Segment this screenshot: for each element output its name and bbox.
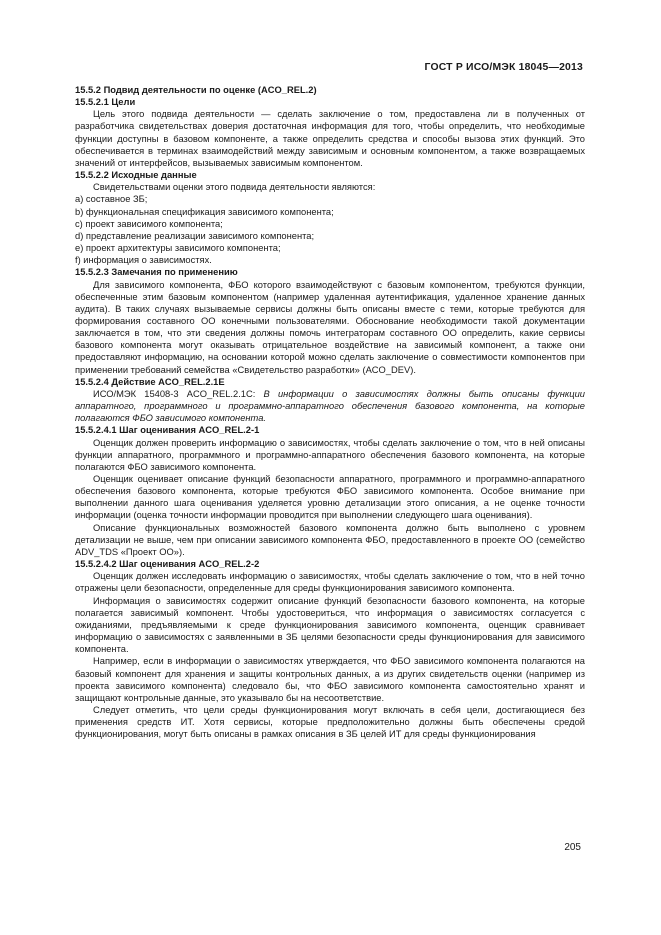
paragraph: Например, если в информации о зависимостях утверждается, что ФБО зависимого компонента полагаются на базовый компонент для хранения и защиты контрольных данных, а из других свидетельств оценки (например из проекта зависимого компонента) следовало бы, что ФБО зависимого компонента самостоятельно хранят и защищают контрольные данные, это указывало бы на несоответствие. [75, 656, 585, 703]
document-header: ГОСТ Р ИСО/МЭК 18045—2013 [424, 62, 583, 73]
paragraph: Описание функциональных возможностей базового компонента должно быть выполнено с уровнем детализации не выше, чем при описании зависимого компонента ФБО, предоставленного в проекте ОО (семейство ADV_TDS «Проект ОО»). [75, 522, 585, 557]
requirement-paragraph [75, 388, 585, 424]
paragraph: Свидетельствами оценки этого подвида деятельности являются: [93, 182, 376, 193]
section-heading: 15.5.2.4.1 Шаг оценивания ACO_REL.2-1 [75, 425, 260, 436]
list-item: c) проект зависимого компонента; [75, 218, 223, 229]
paragraph: Цель этого подвида деятельности — сделать заключение о том, предоставлена ли в полученных от разработчика свидетельствах доверия достаточная информация для того, чтобы определить, что необходимые функции доступны в базовом компоненте, а также определить средства и способы вызова этих функций. Это обеспечивается в терминах взаимодействий между зависимым и основным компонентом, а также возвращаемых значений от интерфейсов, вызываемых зависимым компонентом. [75, 109, 585, 168]
paragraph: Информация о зависимостях содержит описание функций безопасности базового компонента, на которые полагается зависимый компонент. Чтобы удостовериться, что информация о зависимостях согласуется с ожиданиями, предъявляемыми к среде функционирования зависимого компонента, оценщик сравнивает информацию о зависимостях с заявленными в ЗБ целями безопасности среды функционирования для зависимого компонента. [75, 595, 585, 655]
list-item: e) проект архитектуры зависимого компонента; [75, 243, 281, 254]
list-item: a) составное ЗБ; [75, 194, 148, 205]
paragraph: Оценщик должен проверить информацию о зависимостях, чтобы сделать заключение о том, что в ней описаны функции аппаратного, программного и программно-аппаратного обеспечения базового компонента, на которые полагаются ФБО зависимого компонента. [75, 437, 585, 472]
list-item: f) информация о зависимостях. [75, 255, 212, 266]
paragraph: Для зависимого компонента, ФБО которого взаимодействуют с базовым компонентом, требуются функции, обеспеченные этим базовым компонентом (например удаленная аутентификация, удаленное хранение данных аудита). В таких случаях вызываемые сервисы должны быть описаны вместе с теми, которые требуются для формирования составного ОО конечными пользователями. Обоснование необходимости такой документации заключается в том, что эти сведения должны помочь интеграторам составного ОО определить, какие сервисы базового компонента могут оказывать отрицательное воздействие на зависимый компонент, а также они предоставляют информацию, на основании которой можно сделать заключение о совместимости компонентов при применении требований семейства «Свидетельство разработки» (ACO_DEV). [75, 279, 585, 375]
list-item: d) представление реализации зависимого компонента; [75, 230, 315, 241]
section-heading: 15.5.2.2 Исходные данные [75, 170, 197, 181]
list-item: b) функциональная спецификация зависимого компонента; [75, 206, 334, 217]
section-heading: 15.5.2.3 Замечания по применению [75, 267, 238, 278]
paragraph: Оценщик оценивает описание функций безопасности аппаратного, программного и программно-аппаратного обеспечения базового компонента, которые требуются ФБО зависимого компонента. Особое внимание при выполнении данного шага оценивания уделяется уровню детализации этого описания, а не оценке точности информации (оценка точности информации проводится при выполнении следующего шага оценивания). [75, 474, 585, 521]
section-heading: 15.5.2.1 Цели [75, 97, 136, 108]
paragraph: Оценщик должен исследовать информацию о зависимостях, чтобы сделать заключение о том, что в ней точно отражены цели безопасности, определенные для среды функционирования зависимого компонента. [75, 571, 585, 594]
section-heading: 15.5.2 Подвид деятельности по оценке (ACO_REL.2) [75, 85, 317, 95]
section-heading: 15.5.2.4 Действие ACO_REL.2.1E [75, 376, 225, 387]
document-body [75, 84, 585, 740]
section-heading: 15.5.2.4.2 Шаг оценивания ACO_REL.2-2 [75, 559, 260, 570]
requirement-reference: ИСО/МЭК 15408-3 ACO_REL.2.1C: [93, 388, 264, 399]
paragraph: Следует отметить, что цели среды функционирования могут включать в себя цели, достигающиеся без применения средств ИТ. Хотя сервисы, которые предположительно должны быть обеспечены средой функционирования, могут быть описаны в рамках описания в ЗБ целей ИТ для среды функционирования [75, 704, 585, 740]
page-number: 205 [564, 842, 581, 853]
requirement-text: В информации о зависимостях должны быть описаны функции аппаратного, программного и программно-аппаратного обеспечения базового компонента, на которые полагаются ФБО зависимого компонента. [75, 388, 585, 424]
